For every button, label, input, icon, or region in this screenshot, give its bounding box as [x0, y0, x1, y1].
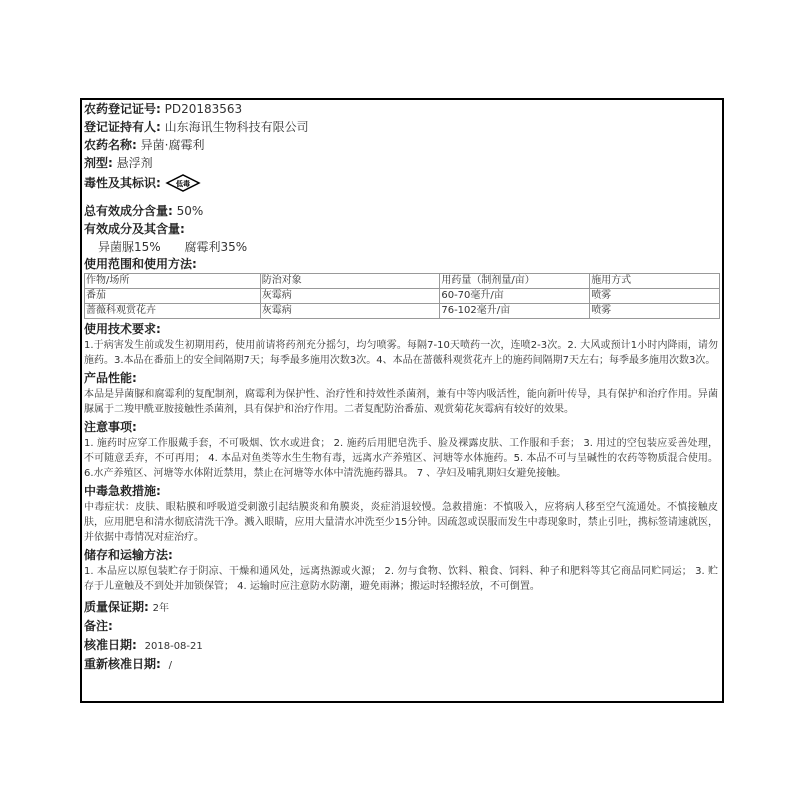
- ingredient-item: 异菌脲15%: [98, 240, 161, 254]
- cert-no-label: 农药登记证号:: [84, 102, 161, 116]
- cell-method: 喷雾: [590, 304, 720, 319]
- usage-table-header-row: [85, 274, 720, 289]
- total-content-label: 总有效成分含量:: [84, 204, 173, 218]
- pesticide-label-document: [80, 98, 724, 703]
- usage-table: [84, 273, 720, 319]
- shelf-life-row: [84, 598, 722, 617]
- cert-no-value: PD20183563: [164, 102, 243, 116]
- holder-row: [84, 118, 722, 136]
- shelf-life-label: 质量保证期:: [84, 600, 149, 614]
- header-cell-crop: 作物/场所: [85, 274, 261, 289]
- holder-label: 登记证持有人:: [84, 120, 161, 134]
- cell-crop: 番茄: [85, 289, 261, 304]
- tech-requirements-text: 1.于病害发生前或发生初期用药，使用前请将药剂充分摇匀，均匀喷雾。每隔7-10天喷药一次，连喷2-3次。2. 大风或预计1小时内降雨，请勿施药。3.本品在番茄上的安全间隔期7天；每季最多施用次数3次。4、本品在蔷薇科观赏花卉上的施药间隔期7天左右；每季最多施用次数3次。: [84, 340, 718, 366]
- performance-text: 本品是异菌脲和腐霉利的复配制剂，腐霉利为保护性、治疗性和持效性杀菌剂，兼有中等内吸活性，能向新叶传导，具有保护和治疗作用。异菌脲属于二羧甲酰亚胺接触性杀菌剂，具有保护和治疗作用。二者复配防治番茄、观赏菊花灰霉病有较好的效果。: [84, 389, 718, 415]
- toxicity-row: [84, 172, 722, 200]
- name-value: 异菌·腐霉利: [140, 138, 205, 152]
- cell-target: 灰霉病: [260, 304, 440, 319]
- table-row: [85, 304, 720, 319]
- formulation-label: 剂型:: [84, 156, 113, 170]
- storage-title: 储存和运输方法:: [84, 548, 173, 562]
- header-cell-dosage: 用药量（制剂量/亩）: [440, 274, 590, 289]
- table-row: [85, 289, 720, 304]
- header-cell-method: 施用方式: [590, 274, 720, 289]
- reapproval-date-value: /: [168, 660, 173, 671]
- svg-text:低毒: 低毒: [175, 180, 190, 188]
- name-row: [84, 136, 722, 154]
- reapproval-date-label: 重新核准日期:: [84, 657, 161, 671]
- total-content-row: [84, 202, 722, 220]
- approval-date-label: 核准日期:: [84, 638, 137, 652]
- formulation-row: [84, 154, 722, 172]
- cell-dosage: 60-70毫升/亩: [440, 289, 590, 304]
- shelf-life-value: 2年: [152, 603, 170, 614]
- usage-title-row: [84, 256, 722, 272]
- ingredients-title-row: [84, 220, 722, 238]
- cell-dosage: 76-102毫升/亩: [440, 304, 590, 319]
- cell-target: 灰霉病: [260, 289, 440, 304]
- total-content-value: 50%: [176, 204, 204, 218]
- first-aid-title: 中毒急救措施:: [84, 484, 161, 498]
- ingredients-label: 有效成分及其含量:: [84, 222, 185, 236]
- usage-title: 使用范围和使用方法:: [84, 257, 197, 271]
- holder-value: 山东海讯生物科技有限公司: [164, 120, 309, 134]
- cell-crop: 蔷薇科观赏花卉: [85, 304, 261, 319]
- approval-date-row: [84, 636, 722, 655]
- ingredients-list: [84, 238, 722, 256]
- precautions-title: 注意事项:: [84, 420, 137, 434]
- storage-text: 1. 本品应以原包装贮存于阴凉、干燥和通风处，远离热源或火源； 2. 勿与食物、饮料、粮食、饲料、种子和肥料等其它商品同贮同运； 3. 贮存于儿童触及不到处并加锁保管； 4. 运输时应注意防水防潮，避免雨淋；搬运时轻搬轻放，不可倒置。: [84, 566, 718, 592]
- performance-title: 产品性能:: [84, 371, 137, 385]
- remarks-label: 备注:: [84, 619, 113, 633]
- name-label: 农药名称:: [84, 138, 137, 152]
- first-aid-text: 中毒症状：皮肤、眼粘膜和呼吸道受刺激引起结膜炎和角膜炎，炎症消退较慢。急救措施：不慎吸入，应将病人移至空气流通处。不慎接触皮肤，应用肥皂和清水彻底清洗干净。溅入眼睛，应用大量清水冲洗至少15分钟。因疏忽或误服而发生中毒现象时，禁止引吐，携标签请速就医，并依据中毒情况对症治疗。: [84, 502, 718, 543]
- ingredient-item: 腐霉利35%: [184, 240, 248, 254]
- reapproval-date-row: [84, 655, 722, 674]
- formulation-value: 悬浮剂: [116, 156, 153, 170]
- low-toxicity-diamond-icon: [165, 174, 201, 192]
- remarks-row: [84, 617, 722, 636]
- header-cell-target: 防治对象: [260, 274, 440, 289]
- approval-date-value: 2018-08-21: [144, 641, 203, 652]
- precautions-text: 1. 施药时应穿工作服戴手套，不可吸烟、饮水或进食； 2. 施药后用肥皂洗手、脸及裸露皮肤、工作服和手套； 3. 用过的空包装应妥善处理，不可随意丢弃，不可再用； 4. 本品对鱼类等水生生物有毒，远离水产养殖区、河塘等水体施药。5. 本品不可与呈碱性的农药等物质混合使用。6.水产养殖区、河塘等水体附近禁用，禁止在河塘等水体中清洗施药器具。 7 、孕妇及哺乳期妇女避免接触。: [84, 438, 718, 479]
- cert-no-row: [84, 100, 722, 118]
- tech-requirements-title: 使用技术要求:: [84, 322, 161, 336]
- cell-method: 喷雾: [590, 289, 720, 304]
- toxicity-label: 毒性及其标识:: [84, 176, 161, 190]
